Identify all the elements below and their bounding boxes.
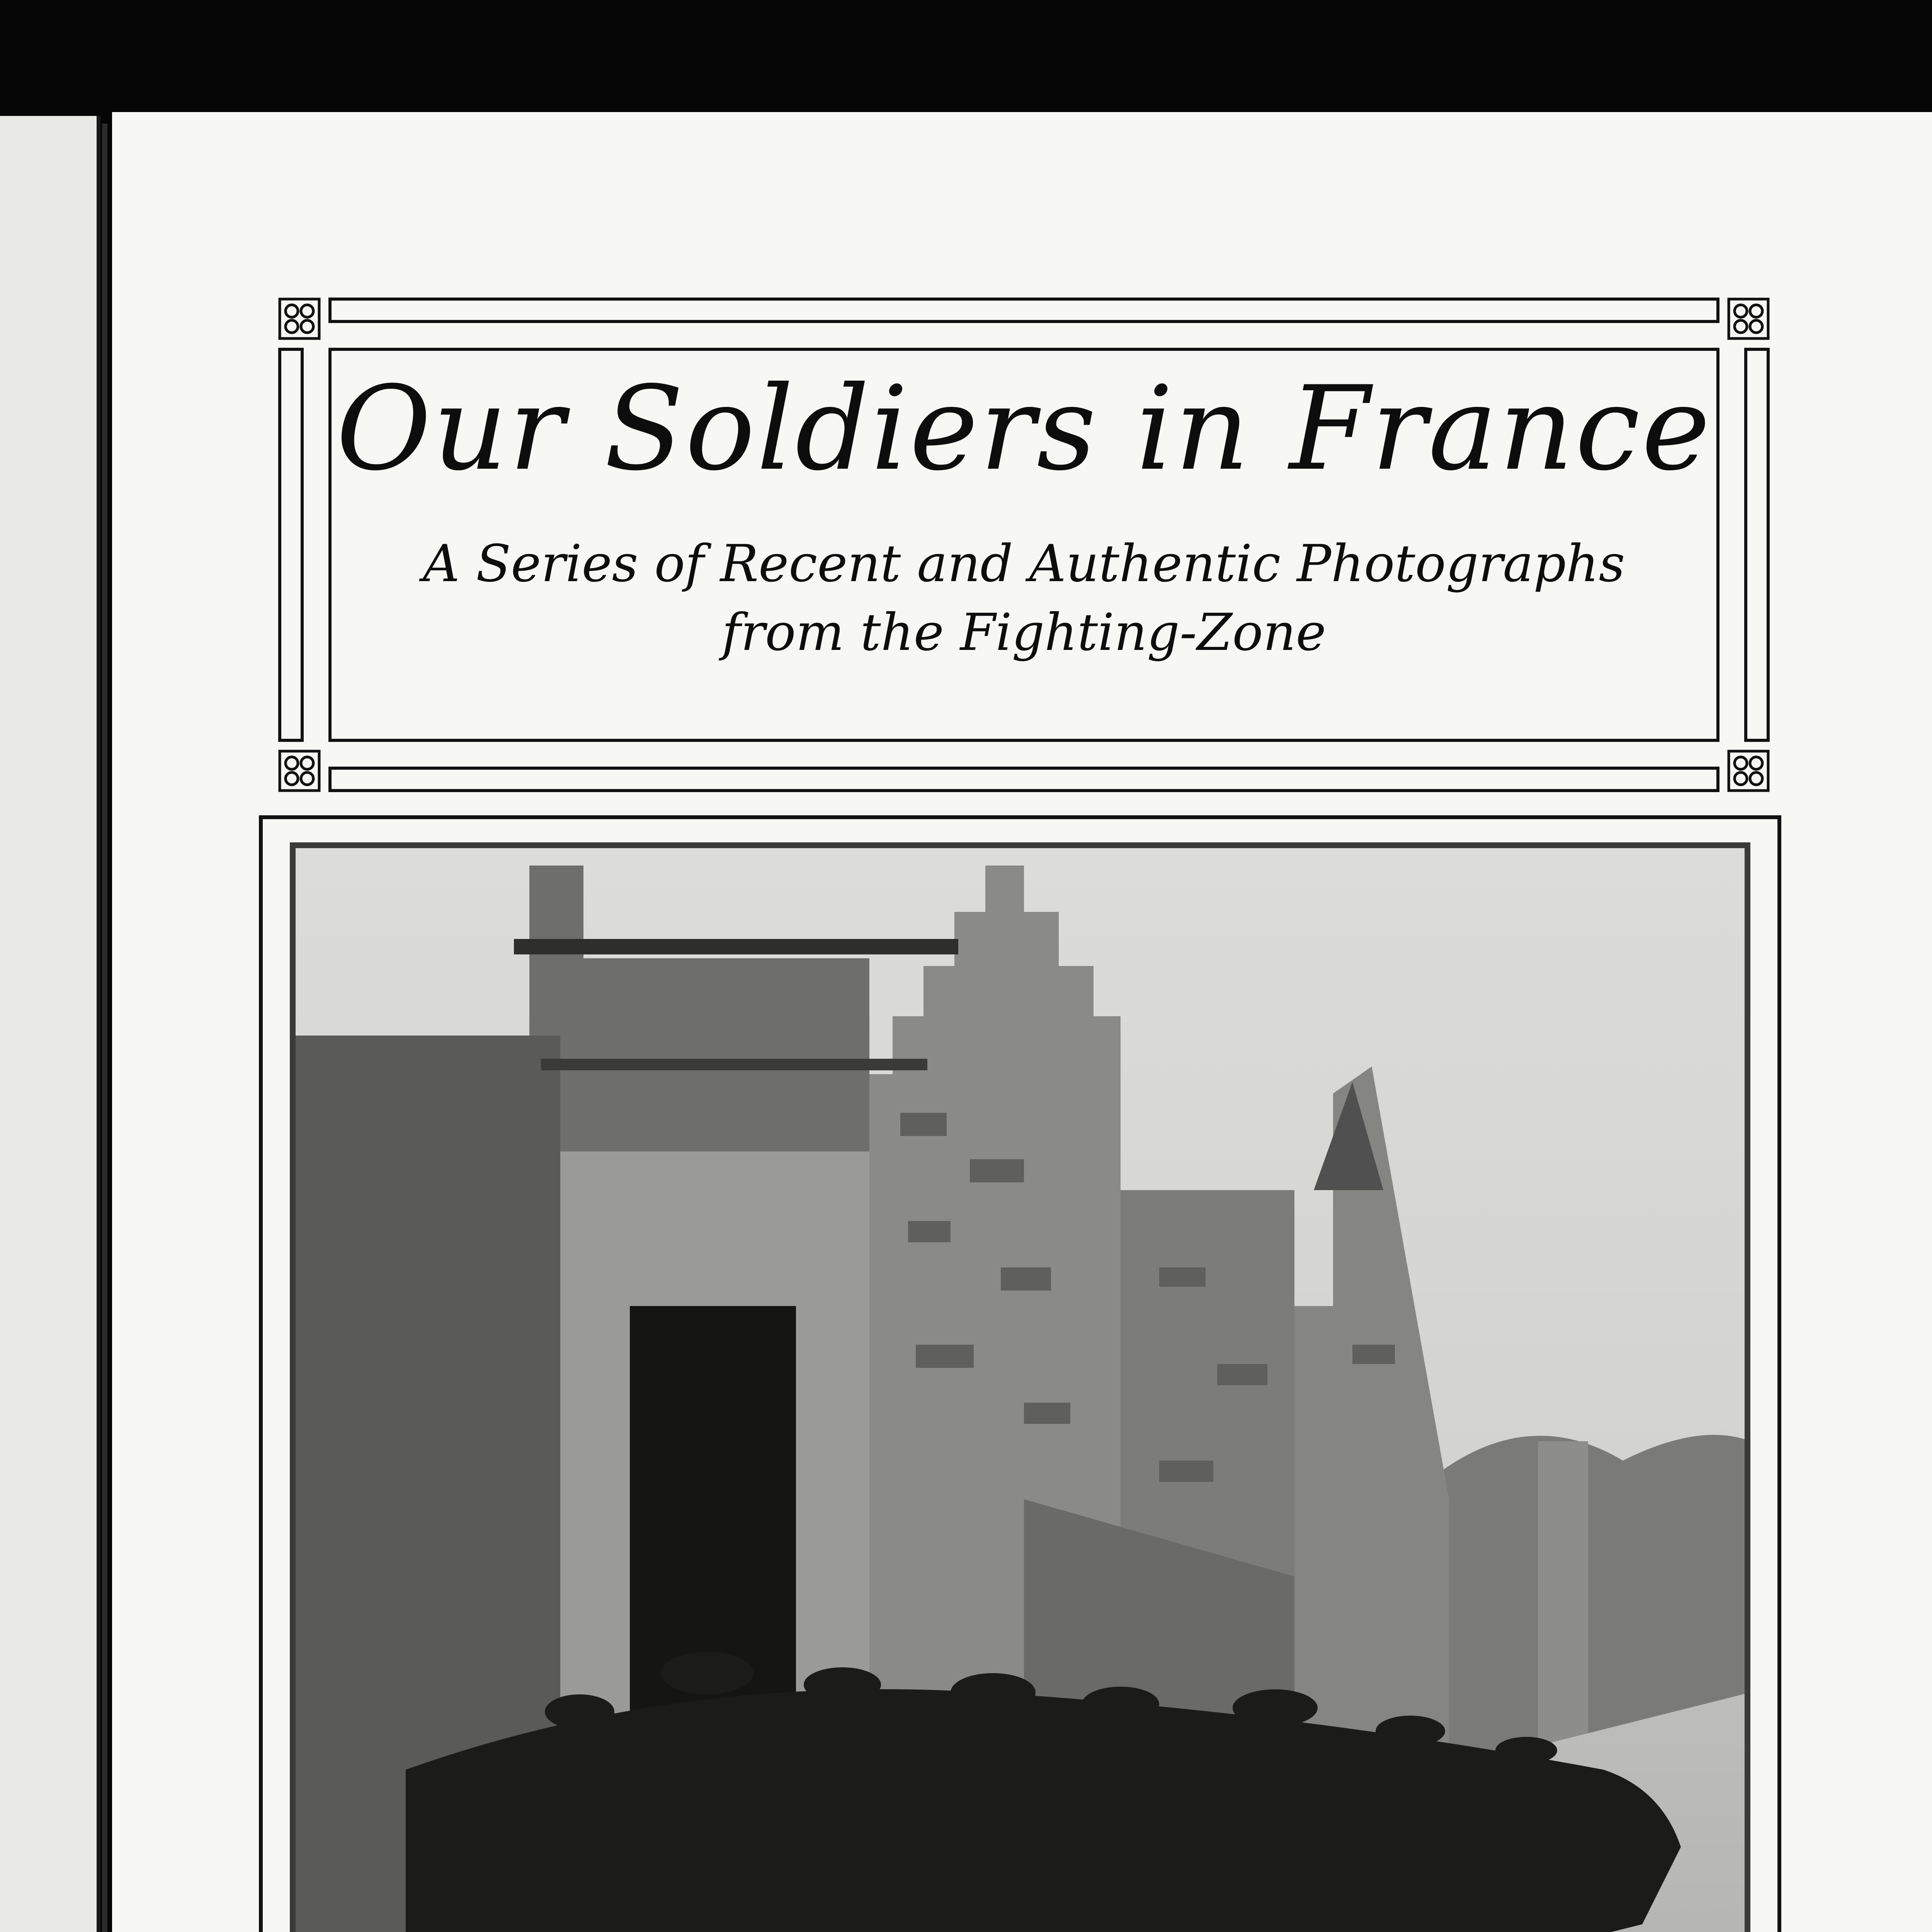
page-title: Our Soldiers in France: [336, 361, 1712, 496]
ornament-corner-icon: [1727, 298, 1770, 340]
frame-rule-bottom: [328, 767, 1719, 792]
binding-gutter: [102, 124, 107, 1932]
page-subtitle: [270, 529, 1777, 667]
ornament-corner-icon: [278, 298, 321, 340]
photo-frame: [259, 815, 1781, 1932]
ornament-corner-icon: [278, 750, 321, 792]
photo-illustration: [290, 842, 1750, 1932]
frame-rule-top: [328, 298, 1719, 323]
ornament-corner-icon: [1727, 750, 1770, 792]
previous-page-edge: [0, 116, 100, 1932]
subtitle-line-2: from the Fighting-Zone: [722, 603, 1326, 663]
subtitle-line-1: A Series of Recent and Authentic Photographs: [423, 534, 1625, 594]
war-photograph: [290, 842, 1750, 1932]
title-frame: [270, 290, 1777, 800]
